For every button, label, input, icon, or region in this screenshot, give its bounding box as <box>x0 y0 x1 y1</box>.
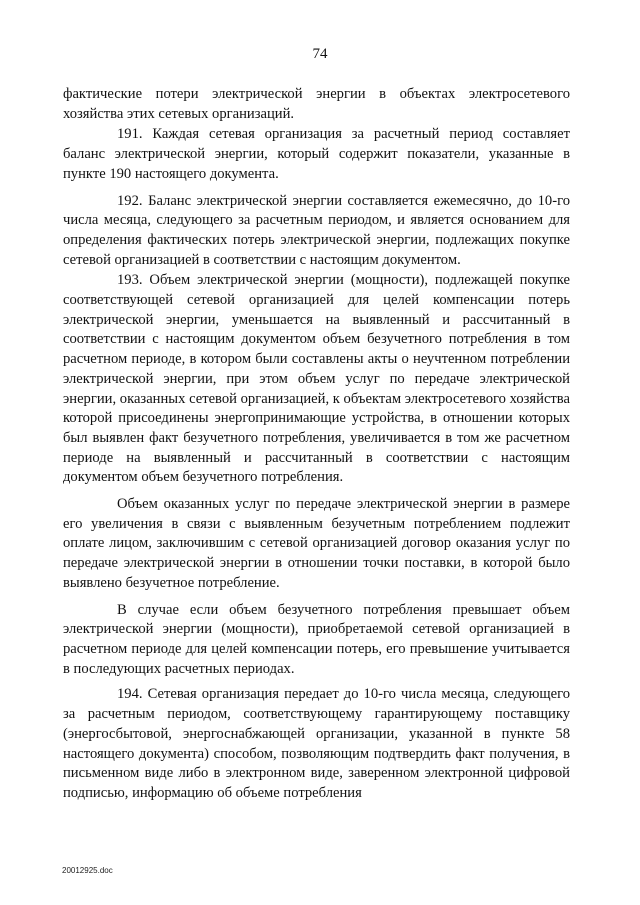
paragraph-192: 192. Баланс электрической энергии составляется ежемесячно, до 10-го числа месяца, следующего за расчетным периодом, и является основанием для определения фактических потерь электрической энергии, подлежащих покупке сетевой организацией в соответствии с настоящим документом. <box>63 192 570 268</box>
footer-filename: 20012925.doc <box>62 866 113 875</box>
paragraph-191: 191. Каждая сетевая организация за расчетный период составляет баланс электрической энергии, который содержит показатели, указанные в пункте 190 настоящего документа. <box>63 126 570 182</box>
paragraph-193-volume: Объем оказанных услуг по передаче электрической энергии в размере его увеличения в связи с выявленным безучетным потреблением подлежит оплате лицом, заключившим с сетевой организацией договор оказания услуг по передаче электрической энергии в отношении точки поставки, в которой было выявлено безучетное потребление. <box>63 496 570 591</box>
paragraph-193: 193. Объем электрической энергии (мощности), подлежащей покупке соответствующей сетевой организацией для целей компенсации потерь электрической энергии, уменьшается на выявленный и рассчитанный в соответствии с настоящим документом объем безучетного потребления в том расчетном периоде, в котором были составлены акты о неучтенном потреблении электрической энергии, при этом объем услуг по передаче электрической энергии, оказанных сетевой организацией, к объектам электросетевого хозяйства которой присоединены энергопринимающие устройства, в отношении которых был выявлен факт безучетного потребления, увеличивается в том же расчетном периоде на выявленный и рассчитанный в соответствии с настоящим документом объем безучетного потребления. <box>63 272 570 486</box>
paragraph-continuation: фактические потери электрической энергии в объектах электросетевого хозяйства этих сетевых организаций. <box>63 86 570 122</box>
document-body <box>63 85 570 804</box>
paragraph-194: 194. Сетевая организация передает до 10-го числа месяца, следующего за расчетным периодом, соответствующему гарантирующему поставщику (энергосбытовой, энергоснабжающей организации, указанной в пункте 58 настоящего документа) способом, позволяющим подтвердить факт получения, в письменном виде либо в электронном виде, заверенном электронной цифровой подписью, информацию об объеме потребления <box>63 686 570 801</box>
paragraph-193-excess: В случае если объем безучетного потребления превышает объем электрической энергии (мощности), приобретаемой сетевой организацией в расчетном периоде для целей компенсации потерь, его превышение учитывается в последующих расчетных периодах. <box>63 601 570 677</box>
page-number: 74 <box>312 46 328 62</box>
